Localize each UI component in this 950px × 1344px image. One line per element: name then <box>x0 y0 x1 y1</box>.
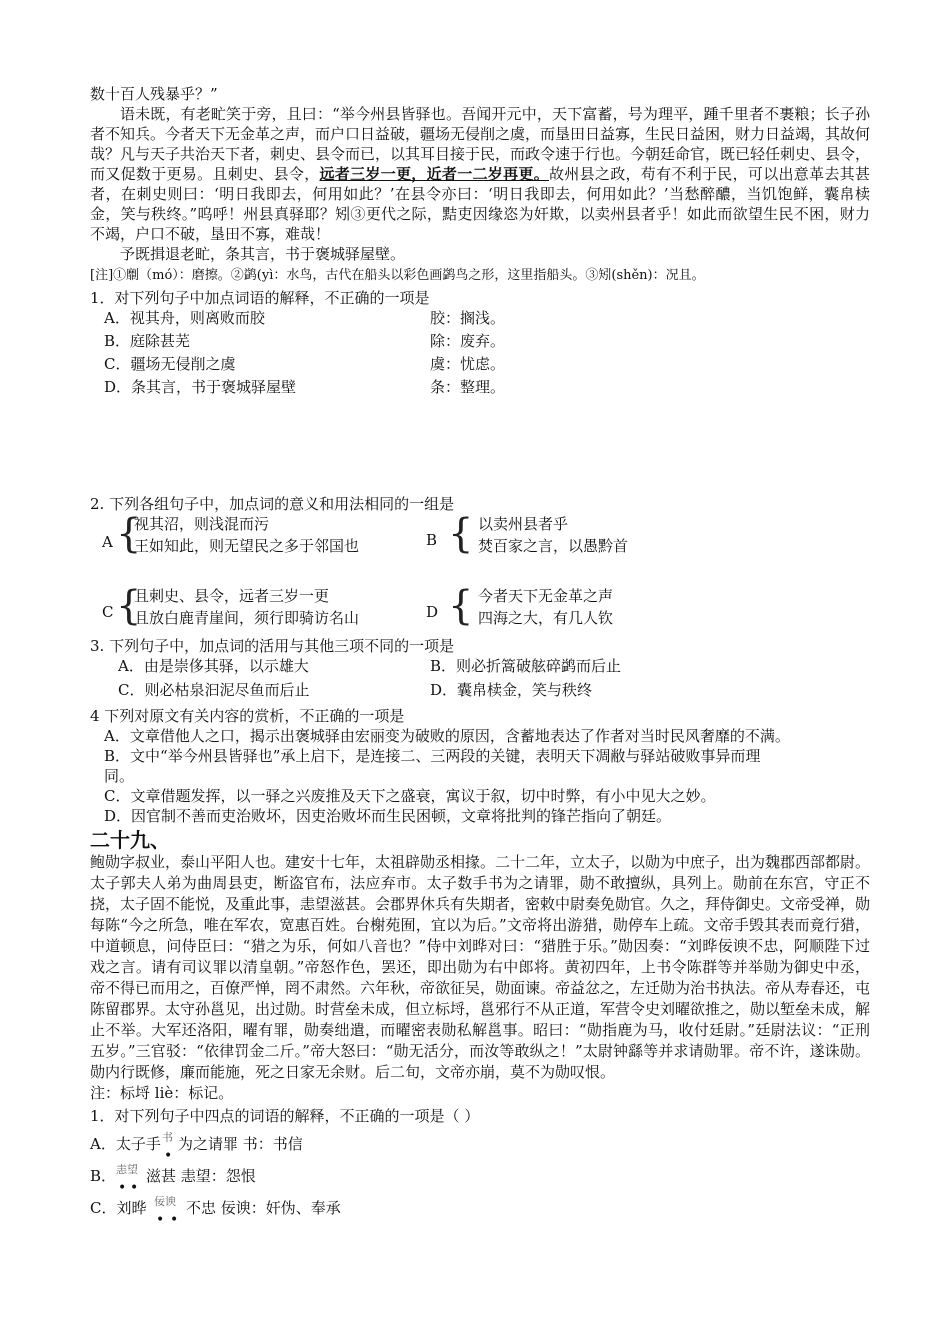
q4-option-d: D．因官制不善而吏治败坏，因吏治败坏而生民困顿，文章将批判的锋芒指向了朝廷。 <box>104 807 672 825</box>
q3-row1 <box>90 656 870 680</box>
q2-d-pair <box>478 586 613 630</box>
passage2: 鲍勋字叔业，泰山平阳人也。建安十七年，太祖辟勋丞相掾。二十二年，立太子，以勋为中庶子，出为魏郡西部都尉。太子郭夫人弟为曲周县吏，断盗官布，法应弃市。太子数手书为之请罪，勋不敢擅纵，具列上。勋前在东宫，守正不挠，太子固不能悦，及重此事，恚望滋甚。会郡界休兵有失期者，密敕中尉奏免勋官。久之，拜侍御史。文帝受禅，勋每陈“今之所急，唯在军农，宽惠百姓。台榭苑囿，宜以为后。”文帝将出游猎，勋停车上疏。文帝手毁其表而竟行猎，中道顿息，问侍臣曰：“猎之为乐，何如八音也？”侍中刘晔对曰：“猎胜于乐。”勋因奏：“刘晔佞谀不忠，阿顺陛下过戏之言。请有司议罪以清皇朝。”帝怒作色，罢还，即出勋为右中郎将。黄初四年，上书令陈群等并举勋为御史中丞，帝不得已而用之，百僚严惮，罔不肃然。六年秋，帝欲征吴，勋面谏。帝益忿之，左迁勋为治书执法。帝从寿春还，屯陈留郡界。太守孙邕见，出过勋。时营垒未成，但立标埒，邕邪行不从正道，军营令史刘曜欲推之，勋以堑垒未成，解止不举。大军还洛阳，曜有罪，勋奏绌遣，而曜密表勋私解邕事。昭曰：“勋指鹿为马，收付廷尉。”廷尉法议：“正刑五岁。”三官驳：“依律罚金二斤。”帝大怒曰：“勋无活分，而汝等敢纵之！”太尉钟繇等并求请勋罪。帝不许，遂诛勋。勋内行既修，廉而能施，死之日家无余财。后二旬，文帝亦崩，莫不为勋叹恨。 <box>90 853 871 1081</box>
q2-a-line2: 王如知此，则无望民之多于邻国也 <box>134 537 360 555</box>
q2-group-ab <box>90 511 870 586</box>
q5-b-pre: B． <box>90 1167 117 1185</box>
q1-stem: 1．对下列句子中加点词语的解释，不正确的一项是 <box>90 289 430 307</box>
q2-d-label: D <box>426 603 439 621</box>
q1-option-c-gloss: 虞：忧虑。 <box>430 355 506 373</box>
q4-stem: 4 下列对原文有关内容的赏析，不正确的一项是 <box>90 707 405 725</box>
emphasis-dot-icon: • <box>170 1212 179 1228</box>
q2-c-line1: 且刺史、县令，远者三岁一更 <box>134 587 330 605</box>
q4-option-a: A．文章借他人之口，揭示出褒城驿由宏丽变为破败的原因，含蓄地表达了作者对当时民风奢靡的不满。 <box>104 727 790 745</box>
q2-b-pair <box>478 514 628 558</box>
q2-c-brace: { <box>116 583 142 629</box>
q1-option-c <box>90 354 870 377</box>
q2-c-label: C <box>102 603 114 621</box>
emphasis-dot-icon: • <box>118 1180 127 1196</box>
q1-option-d <box>90 377 870 400</box>
passage1-body-b: 故州县之政，苟有不利于民，可以出意革去其甚者，在刺史则曰：‘明日我即去，何用如此？’在县令亦曰：‘明日我即去，何用如此？’当愁醉醲，当饥饱鲜，囊帛椟金，笑与秩终。”呜呼！州县真驿耶？矧③更代之际，黠吏因缘恣为奸欺，以卖州县者乎！如此而欲望生民不困，财力不竭，户口不破，垦田不寡，难哉！ <box>90 165 870 243</box>
q3-row2 <box>90 680 870 704</box>
passage1-closing: 予既揖退老甿，条其言，书于褒城驿屋壁。 <box>120 245 406 263</box>
section-heading: 二十九、 <box>90 828 170 852</box>
q5-option-b <box>90 1160 870 1196</box>
q5-b-post: 滋甚 恚望：怨恨 <box>146 1167 256 1185</box>
q5-a-word: 书 <box>162 1131 173 1144</box>
document-page <box>90 84 871 1228</box>
q3-option-b: B．则必折篙破舷碎鹢而后止 <box>430 657 622 675</box>
passage1-underlined: 远者三岁一更，近者一二岁再更。 <box>319 165 549 183</box>
q5-a-post: 为之请罪 书：书信 <box>178 1135 303 1153</box>
q5-stem: 1．对下列句子中四点的词语的解释，不正确的一项是（ ） <box>90 1107 480 1125</box>
emphasis-dot-icon: • <box>156 1212 165 1228</box>
q5-c-word: 佞谀 <box>154 1195 176 1208</box>
passage1-line0: 数十百人残暴乎？” <box>90 85 218 103</box>
q5-option-c <box>90 1192 870 1228</box>
q4-option-c: C．文章借题发挥，以一驿之兴废推及天下之盛衰，寓议于叙，切中时弊，有小中见大之妙。 <box>104 787 716 805</box>
blank-space <box>90 400 870 492</box>
q1-option-b <box>90 331 870 354</box>
q5-b-word: 恚望 <box>116 1163 138 1176</box>
q5-option-a <box>90 1128 870 1164</box>
q2-d-line2: 四海之大，有几人钦 <box>478 609 614 627</box>
q4-option-b: B．文中“举今州县皆驿也”承上启下，是连接二、三两段的关键，表明天下凋敝与驿站破败事异而理 <box>104 747 761 765</box>
q5-a-pre: A．太子手 <box>90 1135 161 1153</box>
q3-option-c: C．则必枯泉汩泥尽鱼而后止 <box>118 681 310 699</box>
passage1-body <box>90 104 870 244</box>
q3-stem: 3. 下列句子中，加点词的活用与其他三项不同的一项是 <box>90 637 455 655</box>
q2-c-pair <box>134 586 359 630</box>
q1-option-a <box>90 308 870 331</box>
q2-b-line2: 焚百家之言，以愚黔首 <box>478 537 629 555</box>
q2-d-line1: 今者天下无金革之声 <box>478 587 614 605</box>
q1-option-a-gloss: 胶：搁浅。 <box>430 309 506 327</box>
q1-option-b-text: B．庭除甚芜 <box>104 332 191 350</box>
q3-option-a: A．由是崇侈其驿，以示雄大 <box>118 657 309 675</box>
emphasis-dot-icon: • <box>164 1148 173 1164</box>
q5-c-pre: C．刘晔 <box>90 1199 147 1217</box>
q2-group-cd <box>90 583 870 634</box>
q3-option-d: D．囊帛椟金，笑与秩终 <box>430 681 593 699</box>
q1-option-d-text: D．条其言，书于褒城驿屋壁 <box>104 378 297 396</box>
q2-a-line1: 视其沼，则浅混而污 <box>134 515 270 533</box>
q1-option-d-gloss: 条：整理。 <box>430 378 506 396</box>
emphasis-dot-icon: • <box>130 1180 139 1196</box>
q2-a-label: A <box>102 533 113 551</box>
q2-b-line1: 以卖州县者乎 <box>478 515 569 533</box>
q2-stem: 2. 下列各组句子中，加点词的意义和用法相同的一组是 <box>90 495 455 513</box>
q4-option-b-cont: 同。 <box>104 767 135 785</box>
q2-b-brace: { <box>448 511 474 557</box>
q2-a-brace: { <box>116 511 142 557</box>
q5-c-post: 不忠 佞谀：奸伪、奉承 <box>186 1199 341 1217</box>
passage1-body-a: 语未既，有老甿笑于旁，且曰：“举今州县皆驿也。吾闻开元中，天下富蓄，号为理平，踵千里者不裹粮；长子孙者不知兵。今者天下无金革之声，而户口日益破，疆场无侵削之虞，而垦田日益寡，生民日益困，财力日益竭，其故何哉？凡与天子共治天下者，刺史、县令而已，以其耳目接于民，而政令速于行也。今朝廷命官，既已轻任刺史、县令，而又促数于更易。且刺史、县令， <box>90 105 871 183</box>
q2-c-line2: 且放白鹿青崖间，须行即骑访名山 <box>134 609 360 627</box>
q2-a-pair <box>134 514 359 558</box>
q1-option-c-text: C．疆场无侵削之虞 <box>104 355 236 373</box>
q1-option-b-gloss: 除：废弃。 <box>430 332 506 350</box>
passage2-note: 注：标埒 liè：标记。 <box>90 1084 234 1102</box>
q2-b-label: B <box>426 531 438 549</box>
q1-option-a-text: A．视其舟，则离败而胶 <box>104 309 265 327</box>
q2-d-brace: { <box>448 583 474 629</box>
passage1-note: [注]①劘（mó）：磨擦。②鹢(yì：水鸟，古代在船头以彩色画鹢鸟之形，这里指船头。③矧(shěn)：况且。 <box>90 268 705 283</box>
